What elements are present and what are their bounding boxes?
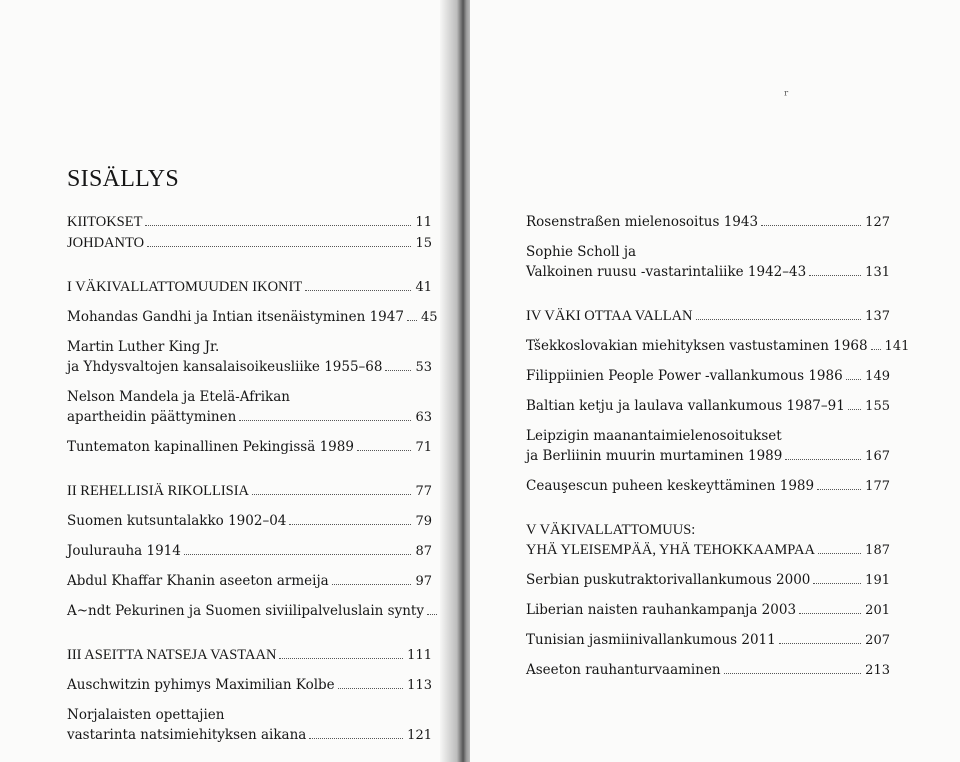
dot-leader bbox=[305, 290, 411, 291]
toc-entry-row bbox=[526, 446, 890, 467]
page-number: 207 bbox=[865, 633, 890, 648]
toc-entry-row bbox=[67, 571, 432, 592]
dot-leader bbox=[145, 225, 411, 226]
page-number: 15 bbox=[415, 236, 432, 251]
dot-leader bbox=[147, 246, 411, 247]
page-number: 155 bbox=[865, 399, 890, 414]
toc-entry-text: Rosenstraßen mielenosoitus 1943 bbox=[526, 214, 759, 230]
page-number: 45 bbox=[420, 310, 438, 325]
page-number: 97 bbox=[415, 574, 432, 589]
toc-entry-text: A~ndt Pekurinen ja Suomen siviilipalveluslain synty bbox=[67, 603, 424, 619]
dot-leader bbox=[813, 583, 861, 584]
toc-entry-text: KIITOKSET bbox=[67, 214, 143, 230]
page-number: 149 bbox=[865, 369, 890, 384]
page-number: 177 bbox=[865, 479, 890, 494]
toc-spacer bbox=[67, 502, 432, 511]
toc-entry-text: ja Yhdysvaltojen kansalaisoikeusliike 1955–68 bbox=[67, 359, 383, 375]
toc-section-entry bbox=[67, 277, 432, 298]
toc-entry-text: Filippiinien People Power -vallankumous 1986 bbox=[526, 368, 843, 384]
page-number: 53 bbox=[415, 360, 432, 375]
toc-entry-row bbox=[67, 277, 432, 298]
page-number: 131 bbox=[865, 265, 890, 280]
page-number: 113 bbox=[407, 678, 432, 693]
toc-entry-row bbox=[67, 675, 432, 696]
toc-entry bbox=[526, 630, 890, 651]
toc-entry-text: Mohandas Gandhi ja Intian itsenäistyminen 1947 bbox=[67, 309, 404, 325]
toc-entry bbox=[526, 426, 890, 467]
toc-section-entry bbox=[67, 481, 432, 502]
page-number: 167 bbox=[865, 449, 890, 464]
toc-entry-text: Ceauşescun puheen keskeyttäminen 1989 bbox=[526, 478, 815, 494]
toc-entry bbox=[526, 600, 890, 621]
toc-section-entry bbox=[526, 520, 890, 561]
toc-entry-row bbox=[67, 511, 432, 532]
toc-entry-row bbox=[526, 570, 890, 591]
toc-entry-text: Leipzigin maanantaimielenosoitukset bbox=[526, 428, 782, 444]
toc-entry-text: ja Berliinin muurin murtaminen 1989 bbox=[526, 448, 783, 464]
toc-entry-text: Norjalaisten opettajien bbox=[67, 707, 225, 723]
toc-spacer bbox=[526, 357, 890, 366]
dot-leader bbox=[785, 459, 861, 460]
toc-entry bbox=[67, 387, 432, 428]
toc-spacer bbox=[67, 562, 432, 571]
toc-entry-text: Auschwitzin pyhimys Maximilian Kolbe bbox=[67, 677, 335, 693]
toc-entry bbox=[526, 212, 890, 233]
toc-entry-row bbox=[526, 336, 910, 357]
toc-left bbox=[67, 212, 438, 746]
toc-spacer bbox=[526, 417, 890, 426]
toc-entry-text: IV VÄKI OTTAA VALLAN bbox=[526, 308, 693, 324]
toc-entry-text: Martin Luther King Jr. bbox=[67, 339, 220, 355]
left-page bbox=[0, 0, 452, 762]
toc-entry bbox=[526, 570, 890, 591]
toc-spacer bbox=[526, 233, 890, 242]
toc-entry-row bbox=[526, 306, 890, 327]
toc-entry-text: Abdul Khaffar Khanin aseeton armeija bbox=[67, 573, 329, 589]
toc-entry-text: vastarinta natsimiehityksen aikana bbox=[67, 727, 307, 743]
toc-entry-row bbox=[67, 212, 432, 233]
toc-spacer bbox=[67, 328, 432, 337]
toc-entry-text: III ASEITTA NATSEJA VASTAAN bbox=[67, 647, 277, 663]
toc-spacer bbox=[67, 532, 432, 541]
toc-entry bbox=[526, 366, 890, 387]
toc-entry bbox=[67, 705, 432, 746]
toc-spacer bbox=[67, 298, 432, 307]
toc-section-entry bbox=[526, 306, 890, 327]
toc-entry-text: Suomen kutsuntalakko 1902–04 bbox=[67, 513, 287, 529]
toc-entry-text: Valkoinen ruusu -vastarintaliike 1942–43 bbox=[526, 264, 807, 280]
toc-section-entry bbox=[67, 233, 432, 254]
toc-entry bbox=[67, 307, 438, 328]
toc-entry-row bbox=[526, 212, 890, 233]
dot-leader bbox=[846, 379, 861, 380]
page-number: 127 bbox=[865, 215, 890, 230]
dot-leader bbox=[696, 319, 862, 320]
page-title: SISÄLLYS bbox=[67, 166, 180, 192]
toc-entry bbox=[67, 675, 432, 696]
toc-entry bbox=[67, 571, 432, 592]
toc-spacer bbox=[526, 497, 890, 520]
toc-entry-text: Aseeton rauhanturvaaminen bbox=[526, 662, 721, 678]
toc-entry-row bbox=[526, 660, 890, 681]
toc-entry-text: Tunisian jasmiinivallankumous 2011 bbox=[526, 632, 776, 648]
dot-leader bbox=[407, 320, 417, 321]
page-number: 77 bbox=[415, 484, 432, 499]
dot-leader bbox=[385, 370, 411, 371]
toc-entry bbox=[526, 242, 890, 283]
toc-entry bbox=[526, 660, 890, 681]
ink-mark: ʳ bbox=[784, 88, 789, 104]
page-number: 79 bbox=[415, 514, 432, 529]
toc-spacer bbox=[67, 592, 432, 601]
toc-entry-text: Sophie Scholl ja bbox=[526, 244, 637, 260]
toc-right bbox=[526, 212, 910, 681]
dot-leader bbox=[871, 349, 881, 350]
toc-spacer bbox=[526, 387, 890, 396]
toc-section-entry bbox=[67, 645, 432, 666]
toc-entry bbox=[67, 541, 432, 562]
dot-leader bbox=[279, 658, 403, 659]
toc-entry-row bbox=[526, 396, 890, 417]
toc-section-entry bbox=[67, 212, 432, 233]
toc-entry-text: V VÄKIVALLATTOMUUS: bbox=[526, 522, 696, 538]
toc-entry-text: YHÄ YLEISEMPÄÄ, YHÄ TEHOKKAAMPAA bbox=[526, 542, 815, 558]
dot-leader bbox=[239, 420, 411, 421]
toc-entry-text: Joulurauha 1914 bbox=[67, 543, 181, 559]
toc-entry-row bbox=[67, 601, 432, 622]
toc-spacer bbox=[526, 621, 890, 630]
page-number: 121 bbox=[407, 728, 432, 743]
page-number: 111 bbox=[407, 648, 432, 663]
toc-entry-text: Tuntematon kapinallinen Pekingissä 1989 bbox=[67, 439, 354, 455]
dot-leader bbox=[357, 450, 412, 451]
page-number: 63 bbox=[415, 410, 432, 425]
toc-entry bbox=[67, 511, 432, 532]
toc-entry-text: JOHDANTO bbox=[67, 235, 145, 251]
dot-leader bbox=[799, 613, 861, 614]
toc-entry-text: Serbian puskutraktorivallankumous 2000 bbox=[526, 572, 811, 588]
toc-spacer bbox=[526, 591, 890, 600]
dot-leader bbox=[809, 275, 861, 276]
toc-entry-row bbox=[67, 437, 432, 458]
toc-entry bbox=[526, 336, 910, 357]
page-number: 191 bbox=[865, 573, 890, 588]
toc-spacer bbox=[67, 622, 432, 645]
toc-spacer bbox=[526, 327, 890, 336]
dot-leader bbox=[761, 225, 861, 226]
toc-entry bbox=[67, 337, 432, 378]
dot-leader bbox=[289, 524, 411, 525]
page-number: 71 bbox=[415, 440, 432, 455]
dot-leader bbox=[252, 494, 411, 495]
page-number: 213 bbox=[865, 663, 890, 678]
toc-spacer bbox=[67, 666, 432, 675]
page-number: 87 bbox=[415, 544, 432, 559]
toc-spacer bbox=[67, 378, 432, 387]
toc-entry-text: apartheidin päättyminen bbox=[67, 409, 237, 425]
toc-spacer bbox=[526, 283, 890, 306]
page-number: 141 bbox=[884, 339, 910, 354]
toc-entry bbox=[67, 601, 432, 622]
page-number: 41 bbox=[415, 280, 432, 295]
page-number: 137 bbox=[865, 309, 890, 324]
toc-spacer bbox=[67, 254, 432, 277]
toc-entry-row bbox=[67, 541, 432, 562]
dot-leader bbox=[338, 688, 404, 689]
toc-entry-text: Tšekkoslovakian miehityksen vastustaminen 1968 bbox=[526, 338, 868, 354]
page-number: 11 bbox=[415, 215, 432, 230]
toc-entry-row bbox=[526, 540, 890, 561]
toc-entry-text: I VÄKIVALLATTOMUUDEN IKONIT bbox=[67, 279, 303, 295]
dot-leader bbox=[817, 489, 861, 490]
dot-leader bbox=[848, 409, 861, 410]
toc-entry-text: Nelson Mandela ja Etelä-Afrikan bbox=[67, 389, 290, 405]
toc-spacer bbox=[526, 561, 890, 570]
dot-leader bbox=[779, 643, 861, 644]
toc-spacer bbox=[67, 458, 432, 481]
toc-entry-row bbox=[526, 476, 890, 497]
dot-leader bbox=[818, 553, 861, 554]
toc-entry-row bbox=[526, 630, 890, 651]
toc-entry-text: Baltian ketju ja laulava vallankumous 1987–91 bbox=[526, 398, 845, 414]
dot-leader bbox=[184, 554, 412, 555]
toc-entry-row bbox=[67, 725, 432, 746]
toc-entry bbox=[526, 476, 890, 497]
toc-spacer bbox=[67, 428, 432, 437]
toc-entry-row bbox=[526, 366, 890, 387]
toc-entry-text: II REHELLISIÄ RIKOLLISIA bbox=[67, 483, 250, 499]
toc-entry-row bbox=[67, 481, 432, 502]
toc-entry-row bbox=[67, 407, 432, 428]
toc-entry-row bbox=[67, 307, 438, 328]
toc-entry-row bbox=[67, 645, 432, 666]
toc-entry-row bbox=[526, 262, 890, 283]
dot-leader bbox=[332, 584, 412, 585]
toc-entry-row bbox=[67, 233, 432, 254]
toc-entry-row bbox=[526, 600, 890, 621]
toc-entry-row bbox=[67, 357, 432, 378]
dot-leader bbox=[427, 614, 437, 615]
page-number: 187 bbox=[865, 543, 890, 558]
toc-entry-text: Liberian naisten rauhankampanja 2003 bbox=[526, 602, 797, 618]
toc-entry bbox=[67, 437, 432, 458]
dot-leader bbox=[724, 673, 862, 674]
toc-entry bbox=[526, 396, 890, 417]
toc-spacer bbox=[67, 696, 432, 705]
dot-leader bbox=[309, 738, 403, 739]
page-number: 201 bbox=[865, 603, 890, 618]
toc-spacer bbox=[526, 467, 890, 476]
toc-spacer bbox=[526, 651, 890, 660]
